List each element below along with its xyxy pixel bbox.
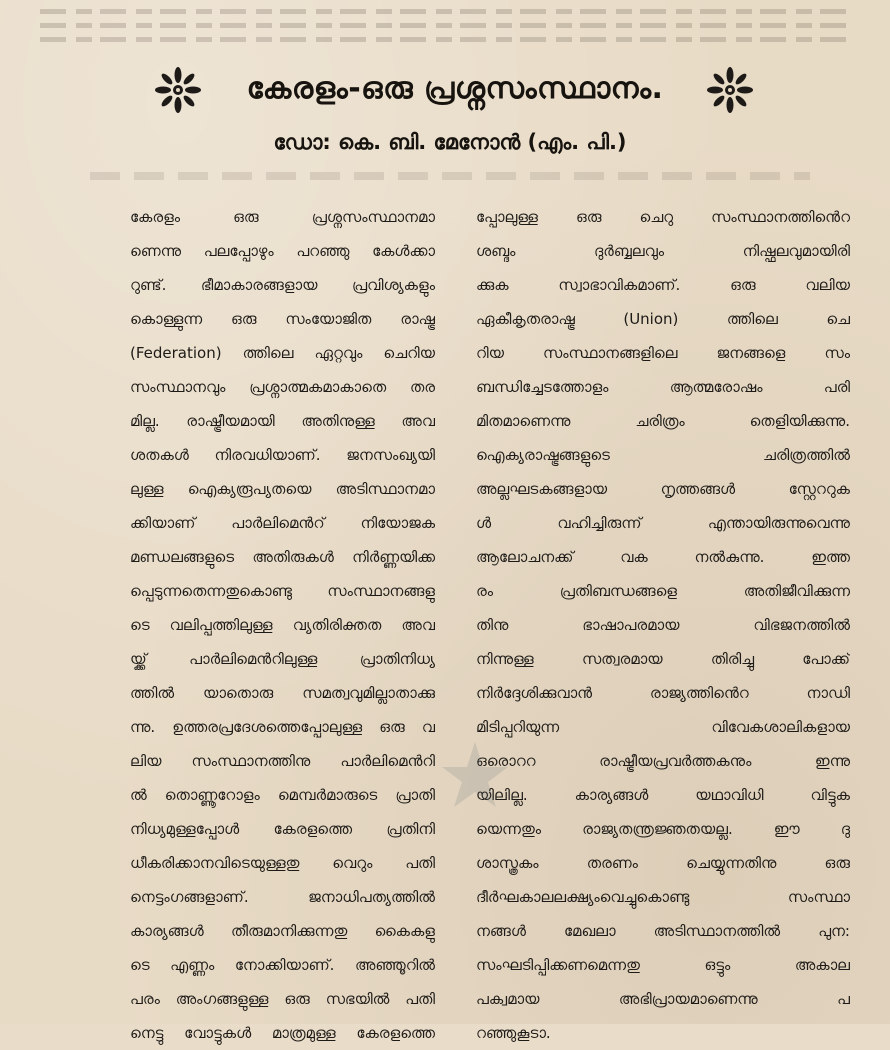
text-line: ൾ വഹിച്ചിരുന്ന് എന്തായിരുന്നുവെന്നു	[476, 514, 850, 532]
text-line: ക്കിയാണ് പാർലിമെൻറ് നിയോജക	[130, 514, 435, 532]
text-line: യെന്നതും രാജ്യതന്ത്രജ്ഞതയല്ല. ഈ ദു	[476, 820, 850, 838]
text-line: ഒരൊററ രാഷ്ട്രീയപ്രവർത്തകനും ഇന്നു	[476, 752, 850, 770]
text-line: നെട്ടു വോട്ടുകൾ മാത്രമുള്ള കേരളത്തെ	[130, 1024, 435, 1042]
text-line: റുണ്ട്. ഭീമാകാരങ്ങളായ പ്രവിശ്യകളും	[130, 276, 435, 294]
text-line: കേരളം ഒരു പ്രശ്നസംസ്ഥാനമാ	[130, 208, 435, 226]
text-line: സംസ്ഥാനവും പ്രശ്നാത്മകമാകാതെ തര	[130, 378, 435, 396]
text-line: ലുള്ള ഐക്യരൂപ്യതയെ അടിസ്ഥാനമാ	[130, 480, 435, 498]
text-line: ടെ വലിപ്പത്തിലുള്ള വ്യതിരിക്തത അവ	[130, 616, 435, 634]
paper-stain	[440, 740, 510, 810]
text-line: ണെന്നു പലപ്പോഴും പറഞ്ഞു കേൾക്കാ	[130, 242, 435, 260]
floral-ornament-icon	[154, 66, 202, 114]
text-line: ന്നു. ഉത്തരപ്രദേശത്തെപ്പോലുള്ള ഒരു വ	[130, 718, 435, 736]
text-line: നങ്ങൾ മേഖലാ അടിസ്ഥാനത്തിൽ പുന:	[476, 922, 850, 940]
text-line: പ്പോലുള്ള ഒരു ചെറു സംസ്ഥാനത്തിൻെറ	[476, 208, 850, 226]
article-column-right	[476, 200, 850, 1050]
text-line: മണ്ഡലങ്ങളുടെ അതിരുകൾ നിർണ്ണയിക്ക	[130, 548, 435, 566]
text-line: കാര്യങ്ങൾ തീരുമാനിക്കുന്നതു കൈകളു	[130, 922, 435, 940]
text-line: ത്തിൽ യാതൊരു സമത്വവുമില്ലാതാക്കു	[130, 684, 435, 702]
text-line: ഏകീകൃതരാഷ്ട്ര (Union) ത്തിലെ ചെ	[476, 310, 850, 328]
text-line: നിർദ്ദേശിക്കുവാൻ രാജ്യത്തിൻെറ നാഡി	[476, 684, 850, 702]
text-line: പക്വമായ അഭിപ്രായമാണെന്നു പ	[476, 990, 850, 1008]
text-line: ആലോചനക്ക് വക നൽകുന്നു. ഇത്ത	[476, 548, 850, 566]
text-line: ശാസ്ത്രകം തരണം ചെയ്യുന്നതിനു ഒരു	[476, 854, 850, 872]
text-line: അല്ലഘടകങ്ങളായ നൃത്തങ്ങൾ സ്റ്റേററുക	[476, 480, 850, 498]
text-line: മിടിപ്പറിയുന്ന വിവേകശാലികളായ	[476, 718, 850, 736]
text-line: ക്കുക സ്വാഭാവികമാണ്. ഒരു വലിയ	[476, 276, 850, 294]
text-line: ടെ എണ്ണം നോക്കിയാണ്. അഞ്ഞൂറിൽ	[130, 956, 435, 974]
text-line: ശബ്ദം ദുർബ്ബലവും നിഷ്ഫലവുമായിരി	[476, 242, 850, 260]
text-line: റിയ സംസ്ഥാനങ്ങളിലെ ജനങ്ങളെ സം	[476, 344, 850, 362]
text-line: നിധ്യമുള്ളപ്പോൾ കേരളത്തെ പ്രതിനി	[130, 820, 435, 838]
text-line: യ്ക്ക് പാർലിമെൻറിലുള്ള പ്രാതിനിധ്യ	[130, 650, 435, 668]
text-line: തിനു ഭാഷാപരമായ വിഭജനത്തിൽ	[476, 616, 850, 634]
text-line: ശതകൾ നിരവധിയാണ്. ജനസംഖ്യയി	[130, 446, 435, 464]
text-line: (Federation) ത്തിലെ ഏറ്റവും ചെറിയ	[130, 344, 435, 362]
text-line: സംഘടിപ്പിക്കണമെന്നതു ഒട്ടും അകാല	[476, 956, 850, 974]
text-line: ൽ തൊണ്ണൂറോളം മെമ്പർമാരുടെ പ്രാതി	[130, 786, 435, 804]
text-line: പരം അംഗങ്ങളുള്ള ഒരു സഭയിൽ പതി	[130, 990, 435, 1008]
text-line: കൊള്ളുന്ന ഒരു സംയോജിത രാഷ്ട്ര	[130, 310, 435, 328]
text-line: ലിയ സംസ്ഥാനത്തിനു പാർലിമെൻറി	[130, 752, 435, 770]
text-line: ധീകരിക്കാനവിടെയുള്ളതു വെറും പതി	[130, 854, 435, 872]
text-line: മിതമാണെന്നു ചരിത്രം തെളിയിക്കുന്നു.	[476, 412, 850, 430]
text-line: നെട്ടംഗങ്ങളാണ്. ജനാധിപത്യത്തിൽ	[130, 888, 435, 906]
text-line: ഐക്യരാഷ്ട്രങ്ങളുടെ ചരിത്രത്തിൽ	[476, 446, 850, 464]
text-line: രം പ്രതിബന്ധങ്ങളെ അതിജീവിക്കുന്ന	[476, 582, 850, 600]
text-line: മില്ല. രാഷ്ട്രീയമായി അതിനുള്ള അവ	[130, 412, 435, 430]
text-line: ദീർഘകാലലക്ഷ്യംവെച്ചുകൊണ്ടു സംസ്ഥാ	[476, 888, 850, 906]
article-author: ഡോ: കെ. ബി. മേനോൻ (എം. പി.)	[273, 130, 627, 154]
floral-ornament-icon	[706, 66, 754, 114]
article-title: കേരളം-ഒരു പ്രശ്നസംസ്ഥാനം.	[246, 71, 664, 106]
text-line: യിലില്ല. കാര്യങ്ങൾ യഥാവിധി വിട്ടുക	[476, 786, 850, 804]
text-line: ബന്ധിച്ചേടത്തോളം ആത്മരോഷം പരി	[476, 378, 850, 396]
bleed-through-text	[40, 0, 850, 55]
bleed-through-text	[90, 160, 810, 190]
text-line: പ്പെടുന്നതെന്നതുകൊണ്ടു സംസ്ഥാനങ്ങളു	[130, 582, 435, 600]
text-line: റഞ്ഞുകൂടാ.	[476, 1024, 551, 1042]
article-column-left	[130, 200, 435, 1050]
text-line: നിന്നുള്ള സത്വരമായ തിരിച്ചു പോക്ക്	[476, 650, 850, 668]
